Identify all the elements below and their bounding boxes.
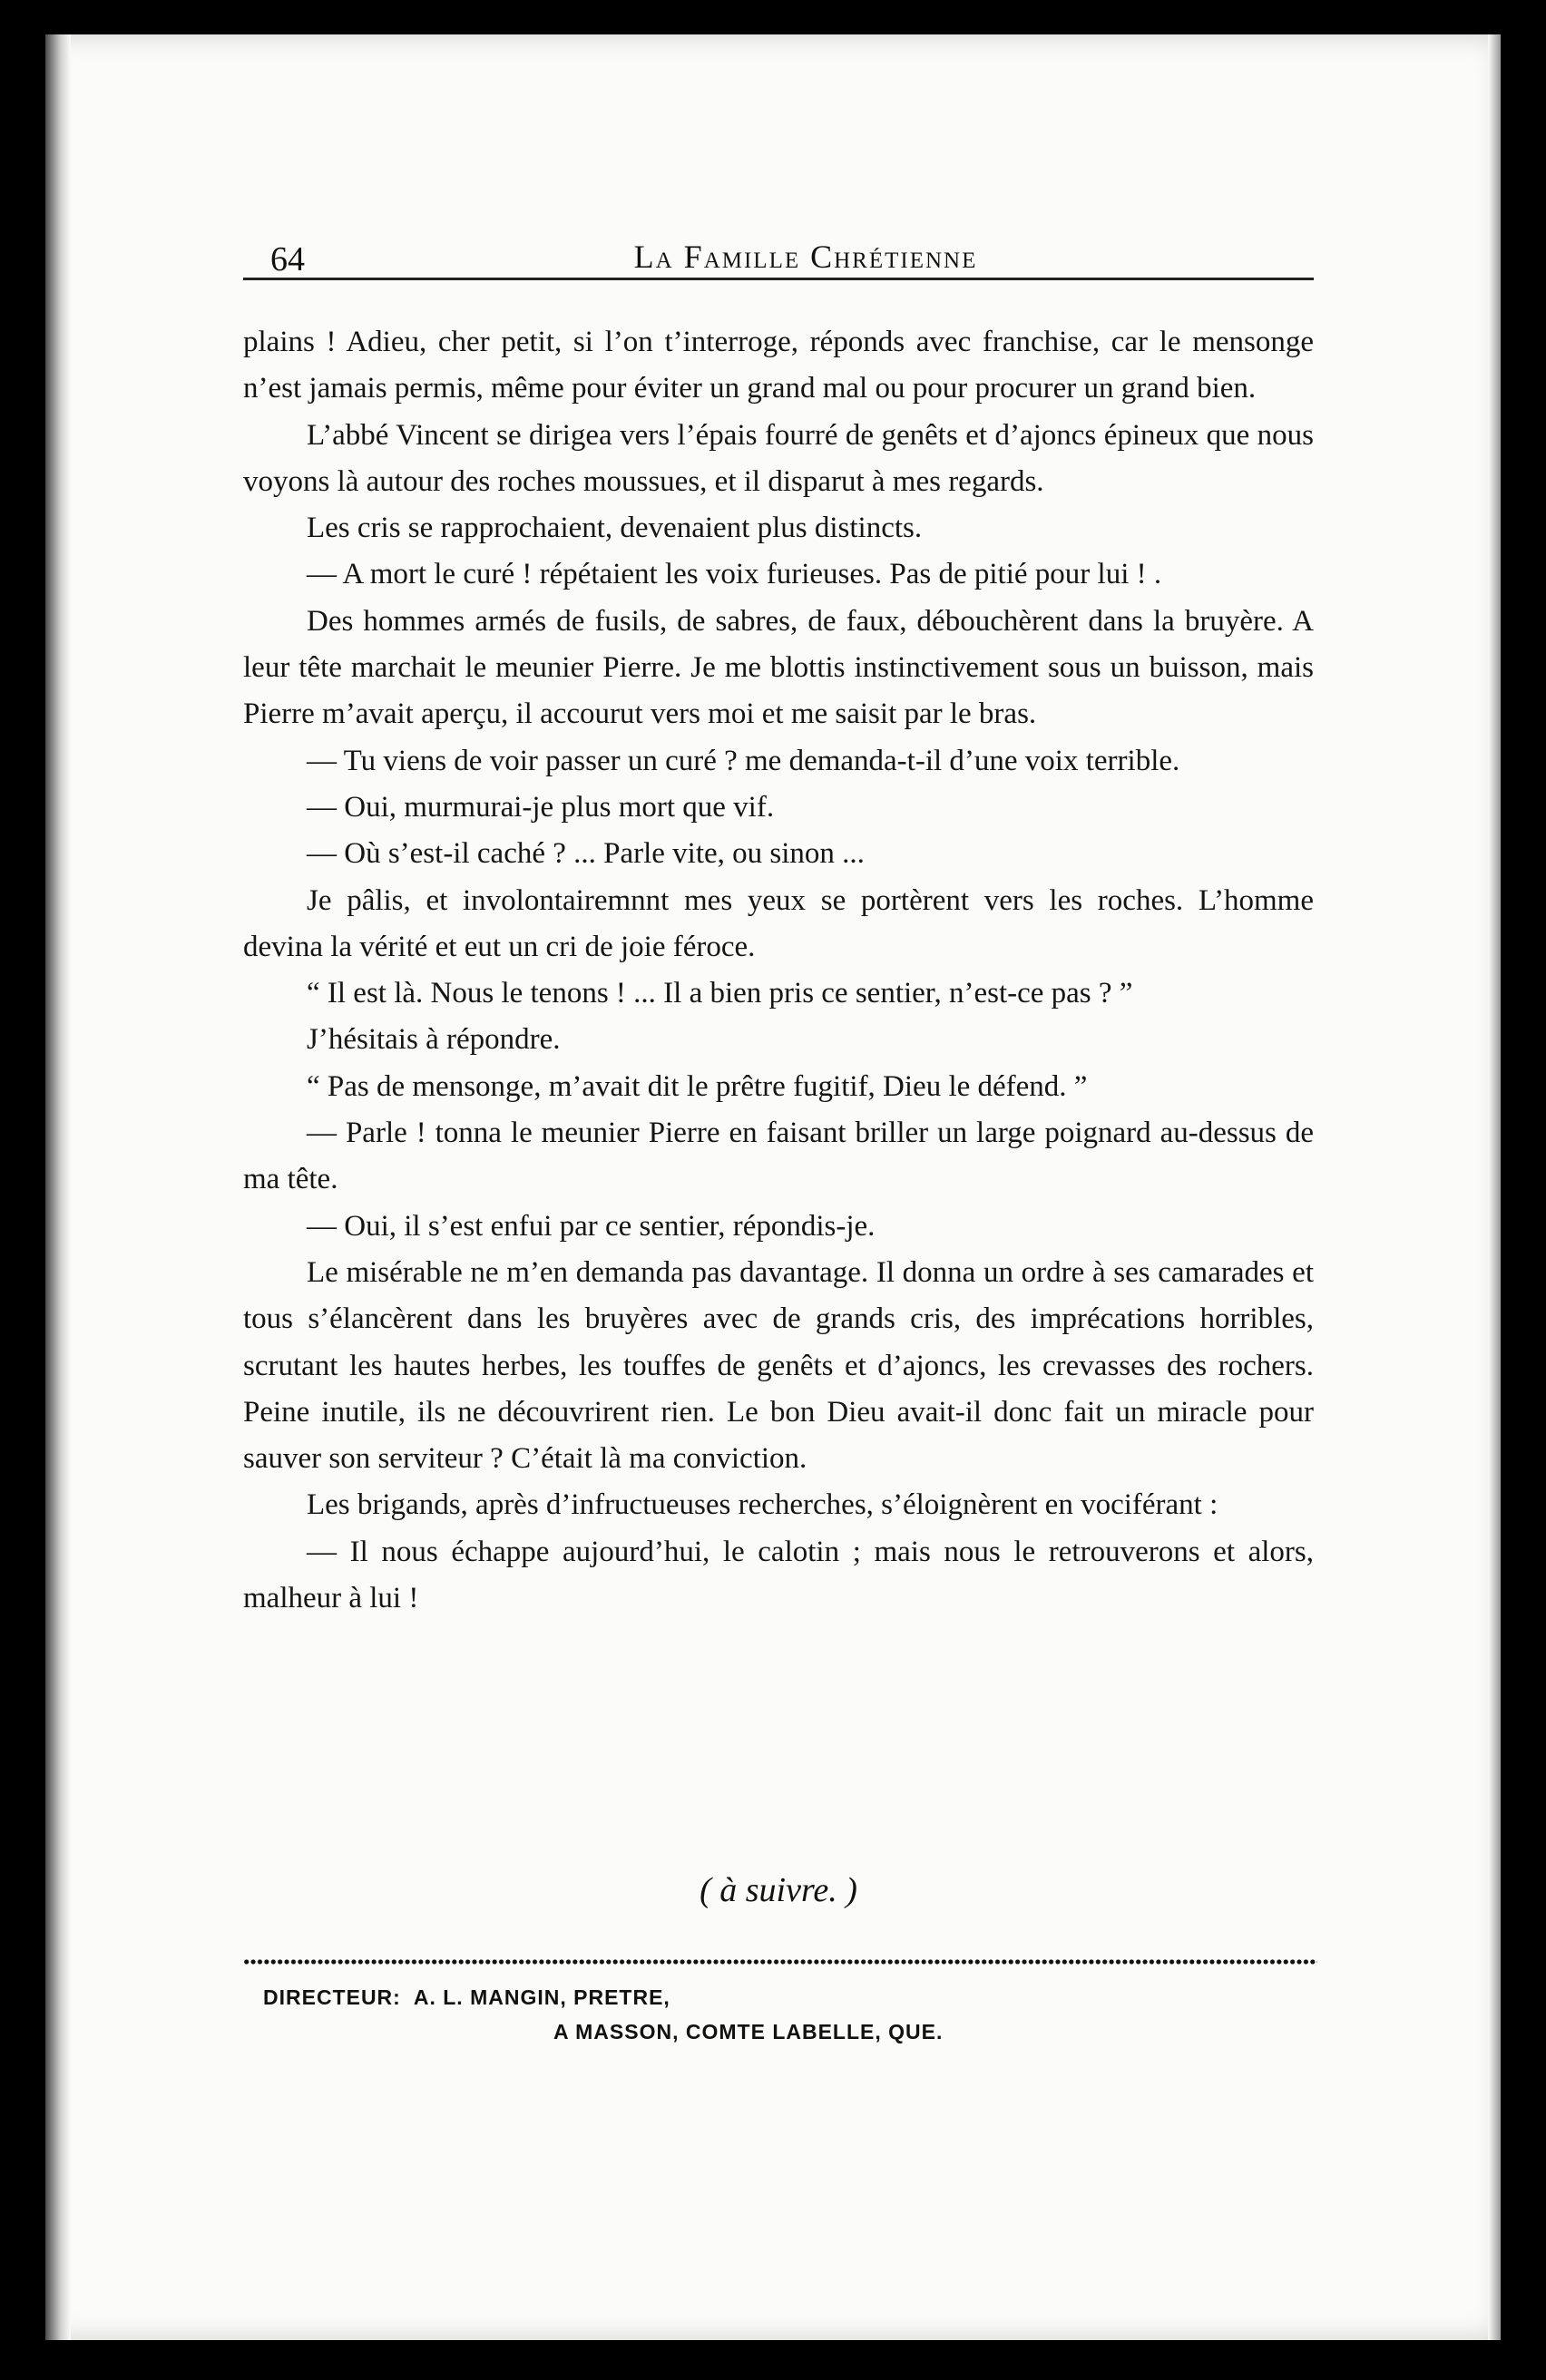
body-text — [243, 319, 1314, 1622]
paragraph: Le misérable ne m’en demanda pas davantage. Il donna un ordre à ses camarades et tous s’élancèrent dans les bruyères avec de grands cris, des imprécations horribles, scrutant les hautes herbes, les touffes de genêts et d’ajoncs, les crevasses des rochers. Peine inutile, ils ne découvrirent rien. Le bon Dieu avait-il donc fait un miracle pour sauver son serviteur ? C’était là ma conviction. — [243, 1255, 1314, 1476]
paragraph: — Parle ! tonna le meunier Pierre en faisant briller un large poignard au-dessus de ma tête. — [243, 1117, 1314, 1196]
to-be-continued — [243, 1870, 1314, 1910]
page-spine-shadow — [45, 34, 71, 2340]
director-address: A MASSON, COMTE LABELLE, QUE. — [553, 2020, 944, 2043]
paragraph: “ Pas de mensonge, m’avait dit le prêtre fugitif, Dieu le défend. ” — [307, 1069, 1088, 1103]
page-edge-shadow — [1488, 34, 1501, 2340]
to-be-continued-text: ( à suivre. ) — [700, 1871, 857, 1909]
director-credit — [263, 1980, 943, 2049]
dotted-separator — [243, 1957, 1317, 1966]
director-label: DIRECTEUR: — [263, 1985, 401, 2009]
paragraph: Des hommes armés de fusils, de sabres, de faux, débouchèrent dans la bruyère. A leur tête marchait le meunier Pierre. Je me blottis instinctivement sous un buisson, mais Pierre m’avait aperçu, il accourut vers moi et me saisit par le bras. — [243, 604, 1314, 731]
paragraph: — A mort le curé ! répétaient les voix furieuses. Pas de pitié pour lui ! . — [307, 558, 1162, 591]
page-header — [243, 218, 1314, 280]
paragraph: — Oui, il s’est enfui par ce sentier, répondis-je. — [307, 1209, 876, 1243]
paragraph: plains ! Adieu, cher petit, si l’on t’interroge, réponds avec franchise, car le mensonge n’est jamais permis, même pour éviter un grand mal ou pour procurer un grand bien. — [243, 326, 1314, 405]
paragraph: — Tu viens de voir passer un curé ? me demanda-t-il d’une voix terrible. — [307, 744, 1180, 777]
paragraph: “ Il est là. Nous le tenons ! ... Il a bien pris ce sentier, n’est-ce pas ? ” — [307, 977, 1133, 1010]
paragraph: J’hésitais à répondre. — [307, 1023, 561, 1057]
paragraph: Je pâlis, et involontairemnnt mes yeux se portèrent vers les roches. L’homme devina la vérité et eut un cri de joie féroce. — [243, 883, 1314, 963]
paragraph: Les brigands, après d’infructueuses recherches, s’éloignèrent en vociférant : — [307, 1488, 1218, 1522]
director-name: A. L. MANGIN, PRETRE, — [413, 1985, 670, 2009]
page-number: 64 — [270, 240, 305, 278]
paragraph: L’abbé Vincent se dirigea vers l’épais fourré de genêts et d’ajoncs épineux que nous voyons là autour des roches moussues, et il disparut à mes regards. — [243, 418, 1314, 498]
paragraph: — Où s’est-il caché ? ... Parle vite, ou sinon ... — [307, 837, 865, 871]
paragraph: — Il nous échappe aujourd’hui, le calotin ; mais nous le retrouverons et alors, malheur à lui ! — [243, 1535, 1314, 1615]
paragraph: — Oui, murmurai-je plus mort que vif. — [307, 790, 775, 824]
running-title: La Famille Chrétienne — [633, 239, 978, 275]
paragraph: Les cris se rapprochaient, devenaient plus distincts. — [307, 512, 923, 545]
